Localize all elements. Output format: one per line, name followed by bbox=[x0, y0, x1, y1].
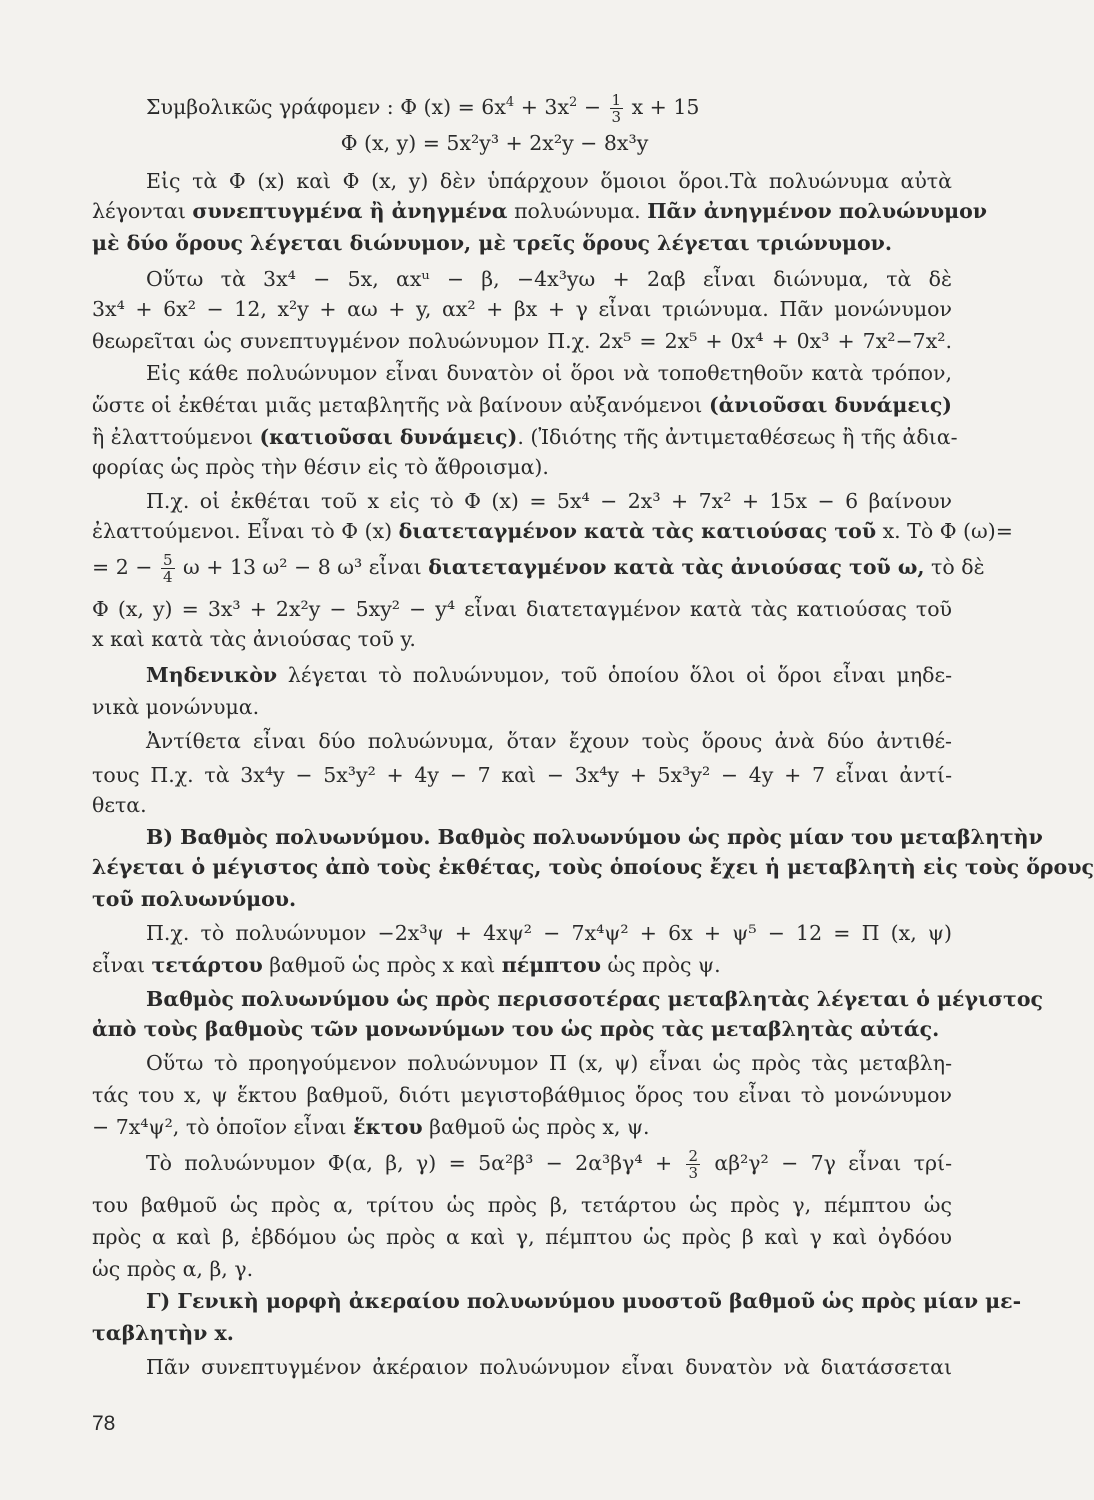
text-line: Τὸ πολυώνυμον Φ(α, β, γ) = 5α²β³ − 2α³βγ⁴ + $\frac{2}{3}$ αβ²γ² − 7γ εἶναι τρί- bbox=[146, 1147, 952, 1182]
section-heading-b: Β) Βαθμὸς πολυωνύμου. Βαθμὸς πολυωνύμου ὡς πρὸς μίαν του μεταβλητὴν bbox=[146, 825, 1043, 849]
text-line: τους Π.χ. τὰ 3x⁴y − 5x³y² + 4y − 7 καὶ − 3x⁴y + 5x³y² − 4y + 7 εἶναι ἀντί- bbox=[92, 763, 952, 787]
text-line: Εἰς τὰ Φ (x) καὶ Φ (x, y) δὲν ὑπάρχουν ὅμοιοι ὅροι.Τὰ πολυώνυμα αὐτὰ bbox=[146, 169, 952, 193]
text-line: Π.χ. οἱ ἐκθέται τοῦ x εἰς τὸ Φ (x) = 5x⁴ − 2x³ + 7x² + 15x − 6 βαίνουν bbox=[146, 489, 952, 513]
text-line: Εἰς κάθε πολυώνυμον εἶναι δυνατὸν οἱ ὅροι νὰ τοποθετηθοῦν κατὰ τρόπον, bbox=[146, 361, 952, 385]
formula-line: Φ (x, y) = 5x²y³ + 2x²y − 8x³y bbox=[340, 131, 649, 155]
text-line: Οὕτω τὰ 3x⁴ − 5x, αxᵘ − β, −4x³yω + 2αβ εἶναι διώνυμα, τὰ δὲ bbox=[146, 267, 952, 291]
text-line: Ἀντίθετα εἶναι δύο πολυώνυμα, ὅταν ἔχουν τοὺς ὅρους ἀνὰ δύο ἀντιθέ- bbox=[146, 729, 952, 753]
text-line: Φ (x, y) = 3x³ + 2x²y − 5xy² − y⁴ εἶναι διατεταγμένον κατὰ τὰς κατιούσας τοῦ bbox=[92, 597, 952, 621]
text-line: Πᾶν συνεπτυγμένον ἀκέραιον πολυώνυμον εἶναι δυνατὸν νὰ διατάσσεται bbox=[146, 1355, 952, 1379]
text-line: θετα. bbox=[92, 793, 147, 817]
text-line: φορίας ὡς πρὸς τὴν θέσιν εἰς τὸ ἄθροισμα). bbox=[92, 455, 549, 479]
fraction: $\frac{5}{4}$ bbox=[162, 551, 173, 586]
text-line: Μηδενικὸν λέγεται τὸ πολυώνυμον, τοῦ ὁποίου ὅλοι οἱ ὅροι εἶναι μηδε- bbox=[146, 663, 952, 687]
text-line: ἐλαττούμενοι. Εἶναι τὸ Φ (x) διατεταγμένον κατὰ τὰς κατιούσας τοῦ x. Τὸ Φ (ω)= bbox=[92, 519, 1013, 543]
fraction: $\frac{2}{3}$ bbox=[688, 1147, 699, 1182]
text-line: − 7x⁴ψ², τὸ ὁποῖον εἶναι ἕκτου βαθμοῦ ὡς πρὸς x, ψ. bbox=[92, 1115, 650, 1139]
text-line: νικὰ μονώνυμα. bbox=[92, 695, 260, 719]
text-line: τάς του x, ψ ἕκτου βαθμοῦ, διότι μεγιστοβάθμιος ὅρος του εἶναι τὸ μονώνυμον bbox=[92, 1083, 952, 1107]
text-line: Συμβολικῶς γράφομεν : Φ $(x) = 6x^4 + 3x^2$ − $\frac{1}{3}$ x + 15 bbox=[146, 91, 700, 126]
text-line: ταβλητὴν x. bbox=[92, 1321, 234, 1345]
text-line: Οὕτω τὸ προηγούμενον πολυώνυμον Π (x, ψ) εἶναι ὡς πρὸς τὰς μεταβλη- bbox=[146, 1051, 952, 1075]
text-line: μὲ δύο ὅρους λέγεται διώνυμον, μὲ τρεῖς ὅρους λέγεται τριώνυμον. bbox=[92, 231, 892, 255]
text-line: λέγονται συνεπτυγμένα ἢ ἀνηγμένα πολυώνυμα. Πᾶν ἀνηγμένον πολυώνυμον bbox=[92, 199, 988, 223]
text-line: εἶναι τετάρτου βαθμοῦ ὡς πρὸς x καὶ πέμπτου ὡς πρὸς ψ. bbox=[92, 953, 721, 977]
text-line: θεωρεῖται ὡς συνεπτυγμένον πολυώνυμον Π.χ. 2x⁵ = 2x⁵ + 0x⁴ + 0x³ + 7x²−7x². bbox=[92, 329, 952, 353]
text-line: λέγεται ὁ μέγιστος ἀπὸ τοὺς ἐκθέτας, τοὺς ὁποίους ἔχει ἡ μεταβλητὴ εἰς τοὺς ὅρους bbox=[92, 855, 1094, 879]
text-line: = 2 − $\frac{5}{4}$ ω + 13 ω² − 8 ω³ εἶναι διατεταγμένον κατὰ τὰς ἀνιούσας τοῦ ω, τὸ δὲ bbox=[92, 551, 985, 586]
text-line: Βαθμὸς πολυωνύμου ὡς πρὸς περισσοτέρας μεταβλητὰς λέγεται ὁ μέγιστος bbox=[146, 987, 1043, 1011]
text-line: του βαθμοῦ ὡς πρὸς α, τρίτου ὡς πρὸς β, τετάρτου ὡς πρὸς γ, πέμπτου ὡς bbox=[92, 1193, 952, 1217]
text-line: ὥστε οἱ ἐκθέται μιᾶς μεταβλητῆς νὰ βαίνουν αὐξανόμενοι (ἀνιοῦσαι δυνάμεις) bbox=[92, 393, 952, 417]
text-line: ὡς πρὸς α, β, γ. bbox=[92, 1257, 254, 1281]
page-number: 78 bbox=[92, 1412, 116, 1435]
section-heading-c: Γ) Γενικὴ μορφὴ ἀκεραίου πολυωνύμου μυοστοῦ βαθμοῦ ὡς πρὸς μίαν με- bbox=[146, 1289, 1022, 1313]
text-line: 3x⁴ + 6x² − 12, x²y + αω + y, αx² + βx + γ εἶναι τριώνυμα. Πᾶν μονώνυμον bbox=[92, 297, 952, 321]
text-line: τοῦ πολυωνύμου. bbox=[92, 887, 297, 911]
text-line: πρὸς α καὶ β, ἑβδόμου ὡς πρὸς α καὶ γ, πέμπτου ὡς πρὸς β καὶ γ καὶ ὀγδόου bbox=[92, 1225, 952, 1249]
text-line: ἀπὸ τοὺς βαθμοὺς τῶν μονωνύμων του ὡς πρὸς τὰς μεταβλητὰς αὐτάς. bbox=[92, 1017, 940, 1041]
text-line: ἢ ἐλαττούμενοι (κατιοῦσαι δυνάμεις). (Ἰδιότης τῆς ἀντιμεταθέσεως ἢ τῆς ἀδια- bbox=[92, 425, 958, 449]
text-line: x καὶ κατὰ τὰς ἀνιούσας τοῦ y. bbox=[92, 627, 416, 651]
fraction: $\frac{1}{3}$ bbox=[611, 91, 622, 126]
text-line: Π.χ. τὸ πολυώνυμον −2x³ψ + 4xψ² − 7x⁴ψ² + 6x + ψ⁵ − 12 = Π (x, ψ) bbox=[146, 921, 952, 945]
